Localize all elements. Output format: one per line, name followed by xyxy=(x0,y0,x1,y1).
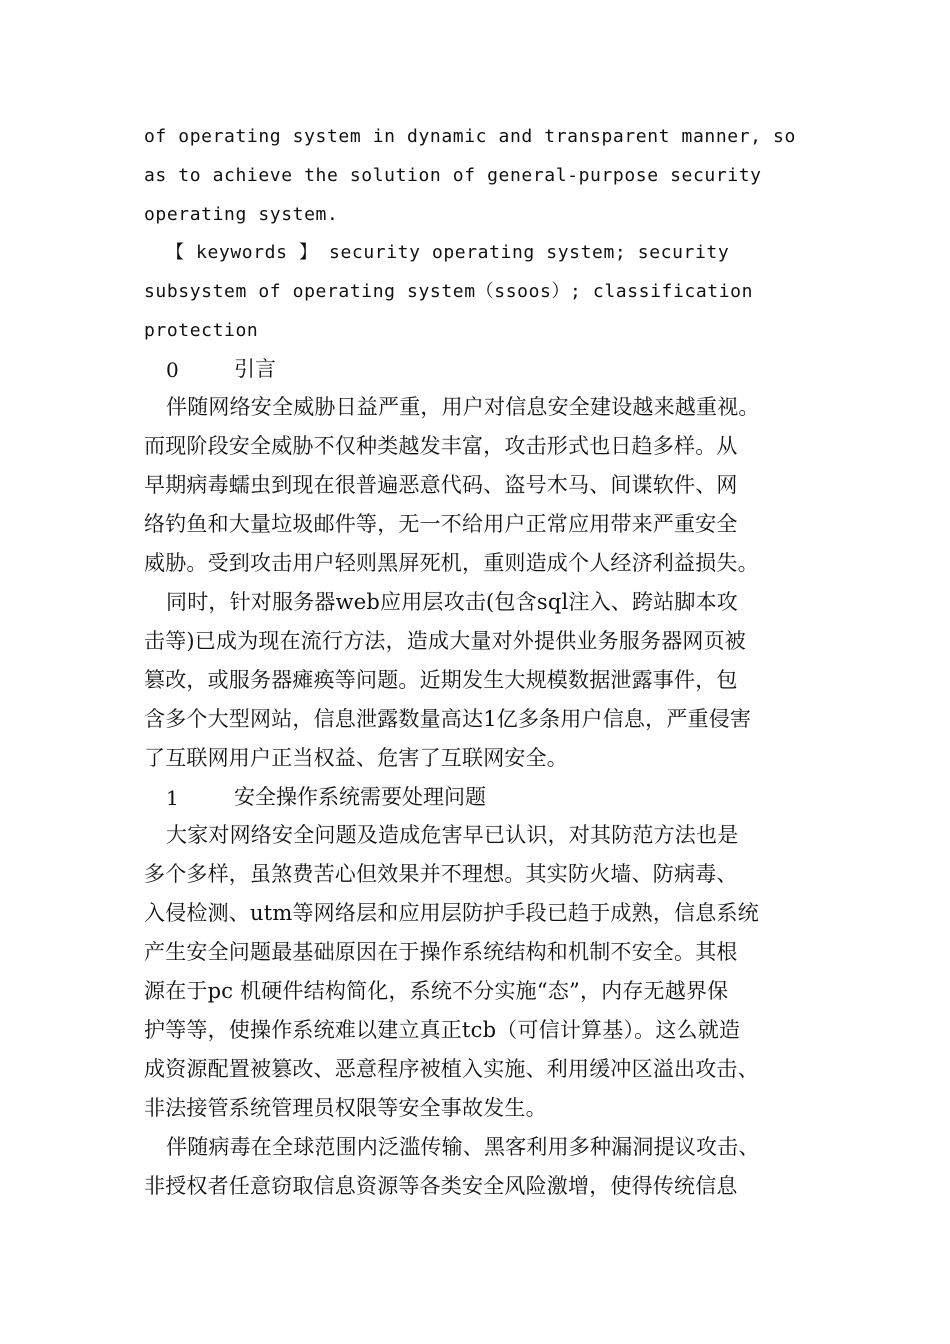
paragraph-line: 威胁。受到攻击用户轻则黑屏死机，重则造成个人经济利益损失。 xyxy=(144,551,759,575)
paragraph-line: 早期病毒蠕虫到现在很普遍恶意代码、盗号木马、间谍软件、网 xyxy=(144,473,738,497)
abstract-line: as to achieve the solution of general-purpose security xyxy=(144,165,762,186)
paragraph-line: 伴随病毒在全球范围内泛滥传输、黑客利用多种漏洞提议攻击、 xyxy=(166,1135,760,1159)
paragraph-line: 而现阶段安全威胁不仅种类越发丰富，攻击形式也日趋多样。从 xyxy=(144,434,738,458)
paragraph-line: 护等等，使操作系统难以建立真正tcb（可信计算基）。这么就造 xyxy=(144,1018,741,1042)
paragraph-line: 大家对网络安全问题及造成危害早已认识，对其防范方法也是 xyxy=(166,823,739,847)
section-number: 0 xyxy=(166,358,179,382)
paragraph-line: 了互联网用户正当权益、危害了互联网安全。 xyxy=(144,746,568,770)
section-title: 引言 xyxy=(234,357,276,381)
keywords-line: 【 keywords 】 security operating system; security xyxy=(166,242,730,263)
paragraph-line: 同时，针对服务器web应用层攻击(包含sql注入、跨站脚本攻 xyxy=(166,590,738,614)
keywords-line: protection xyxy=(144,320,259,341)
paragraph-line: 非法接管系统管理员权限等安全事故发生。 xyxy=(144,1096,547,1120)
paragraph-line: 入侵检测、utm等网络层和应用层防护手段已趋于成熟，信息系统 xyxy=(144,901,759,925)
paragraph-line: 产生安全问题最基础原因在于操作系统结构和机制不安全。其根 xyxy=(144,940,738,964)
section-number: 1 xyxy=(166,786,179,810)
paragraph-line: 非授权者任意窃取信息资源等各类安全风险激增，使得传统信息 xyxy=(144,1174,738,1198)
paragraph-line: 含多个大型网站，信息泄露数量高达1亿多条用户信息，严重侵害 xyxy=(144,707,752,731)
paragraph-line: 篡改，或服务器瘫痪等问题。近期发生大规模数据泄露事件，包 xyxy=(144,668,738,692)
paragraph-line: 成资源配置被篡改、恶意程序被植入实施、利用缓冲区溢出攻击、 xyxy=(144,1057,759,1081)
section-title: 安全操作系统需要处理问题 xyxy=(234,785,486,809)
paragraph-line: 击等)已成为现在流行方法，造成大量对外提供业务服务器网页被 xyxy=(144,629,746,653)
paragraph-line: 源在于pc 机硬件结构简化，系统不分实施“态”，内存无越界保 xyxy=(144,979,729,1003)
paragraph-line: 伴随网络安全威胁日益严重，用户对信息安全建设越来越重视。 xyxy=(166,395,760,419)
keywords-line: subsystem of operating system（ssoos）; classification xyxy=(144,281,754,302)
paragraph-line: 多个多样，虽煞费苦心但效果并不理想。其实防火墙、防病毒、 xyxy=(144,862,738,886)
abstract-line: operating system. xyxy=(144,204,339,225)
paragraph-line: 络钓鱼和大量垃圾邮件等，无一不给用户正常应用带来严重安全 xyxy=(144,512,738,536)
abstract-line: of operating system in dynamic and transparent manner, so xyxy=(144,126,796,147)
